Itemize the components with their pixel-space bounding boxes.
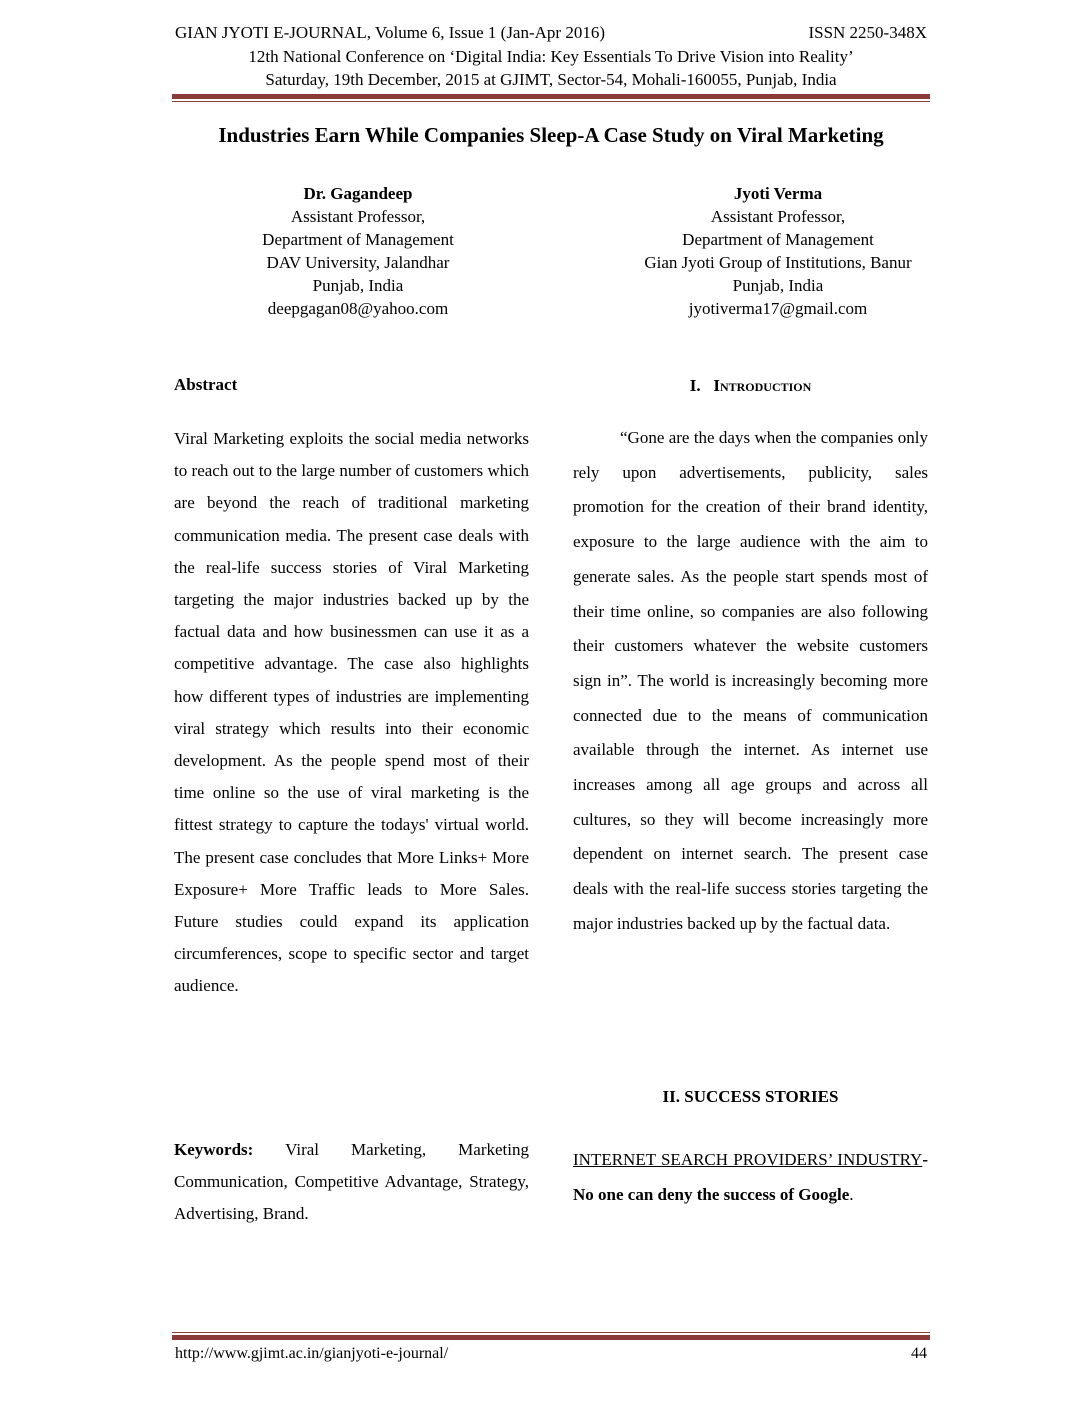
abstract-body: Viral Marketing exploits the social media networks to reach out to the large number of customers which are beyond the reach of traditional marketing communication media. The present case deals with the real-life success stories of Viral Marketing targeting the major industries backed up by the factual data and how businessmen can use it as a competitive advantage. The case also highlights how different types of industries are implementing viral strategy which results into their economic development. As the people spend most of their time online so the use of viral marketing is the fittest strategy to capture the todays' virtual world. The present case concludes that More Links+ More Exposure+ More Traffic leads to More Sales. Future studies could expand its application circumferences, scope to specific sector and target audience. <box>174 429 529 996</box>
header-rule-thin <box>172 101 930 102</box>
author-department: Department of Management <box>262 230 454 249</box>
footer-url: http://www.gjimt.ac.in/gianjyoti-e-journal/ <box>175 1345 449 1362</box>
author-location: Punjab, India <box>312 276 404 295</box>
footer-rule-thick <box>172 1335 930 1340</box>
industry-text: No one can deny the success of Google <box>573 1184 850 1204</box>
running-header <box>175 22 927 44</box>
author-block-2 <box>600 182 956 320</box>
author-position: Assistant Professor, <box>290 207 426 226</box>
author-name: Jyoti Verma <box>733 184 823 203</box>
header-rule-thick <box>172 94 930 99</box>
author-block-1 <box>200 182 516 320</box>
section-number: I. <box>689 376 701 395</box>
introduction-body: “Gone are the days when the companies only rely upon advertisements, publicity, sales promotion for the creation of their brand identity, exposure to the large audience with the aim to generate sales. As the people start spends most of their time online, so companies are also following their customers whatever the website customers sign in”. The world is increasingly becoming more connected due to the means of communication available through the internet. As internet use increases among all age groups and across all cultures, so they will become increasingly more dependent on internet search. The present case deals with the real-life success stories targeting the major industries backed up by the factual data. <box>573 428 928 933</box>
conference-date-venue: Saturday, 19th December, 2015 at GJIMT, Sector-54, Mohali-160055, Punjab, India <box>265 70 837 89</box>
industry-label: INTERNET SEARCH PROVIDERS’ INDUSTRY <box>573 1150 923 1169</box>
author-location: Punjab, India <box>732 276 824 295</box>
author-email: deepgagan08@yahoo.com <box>267 299 449 318</box>
section-title: Introduction <box>713 376 812 395</box>
introduction-heading <box>573 375 928 397</box>
industry-paragraph <box>573 1143 928 1212</box>
conference-name: 12th National Conference on ‘Digital India: Key Essentials To Drive Vision into Reality’ <box>248 47 854 66</box>
author-institution: DAV University, Jalandhar <box>266 253 450 272</box>
author-institution: Gian Jyoti Group of Institutions, Banur <box>644 253 912 272</box>
author-name: Dr. Gagandeep <box>303 184 413 203</box>
keywords-label: Keywords: <box>174 1140 254 1159</box>
page-number: 44 <box>911 1345 927 1362</box>
author-department: Department of Management <box>682 230 874 249</box>
journal-name: GIAN JYOTI E-JOURNAL, Volume 6, Issue 1 (Jan-Apr 2016) <box>175 23 605 42</box>
keywords <box>174 1134 529 1230</box>
industry-period: . <box>849 1184 854 1204</box>
issn: ISSN 2250-348X <box>808 23 927 42</box>
industry-dash: - <box>922 1150 928 1169</box>
author-email: jyotiverma17@gmail.com <box>688 299 868 318</box>
footer-rule-thin <box>172 1332 930 1333</box>
author-position: Assistant Professor, <box>710 207 846 226</box>
paper-title: Industries Earn While Companies Sleep-A Case Study on Viral Marketing <box>218 123 884 147</box>
success-stories-heading: II. SUCCESS STORIES <box>662 1087 839 1106</box>
keywords-list: Viral Marketing, Marketing Communication, Competitive Advantage, Strategy, Advertising, Brand. <box>174 1140 529 1223</box>
abstract-heading: Abstract <box>174 375 238 394</box>
